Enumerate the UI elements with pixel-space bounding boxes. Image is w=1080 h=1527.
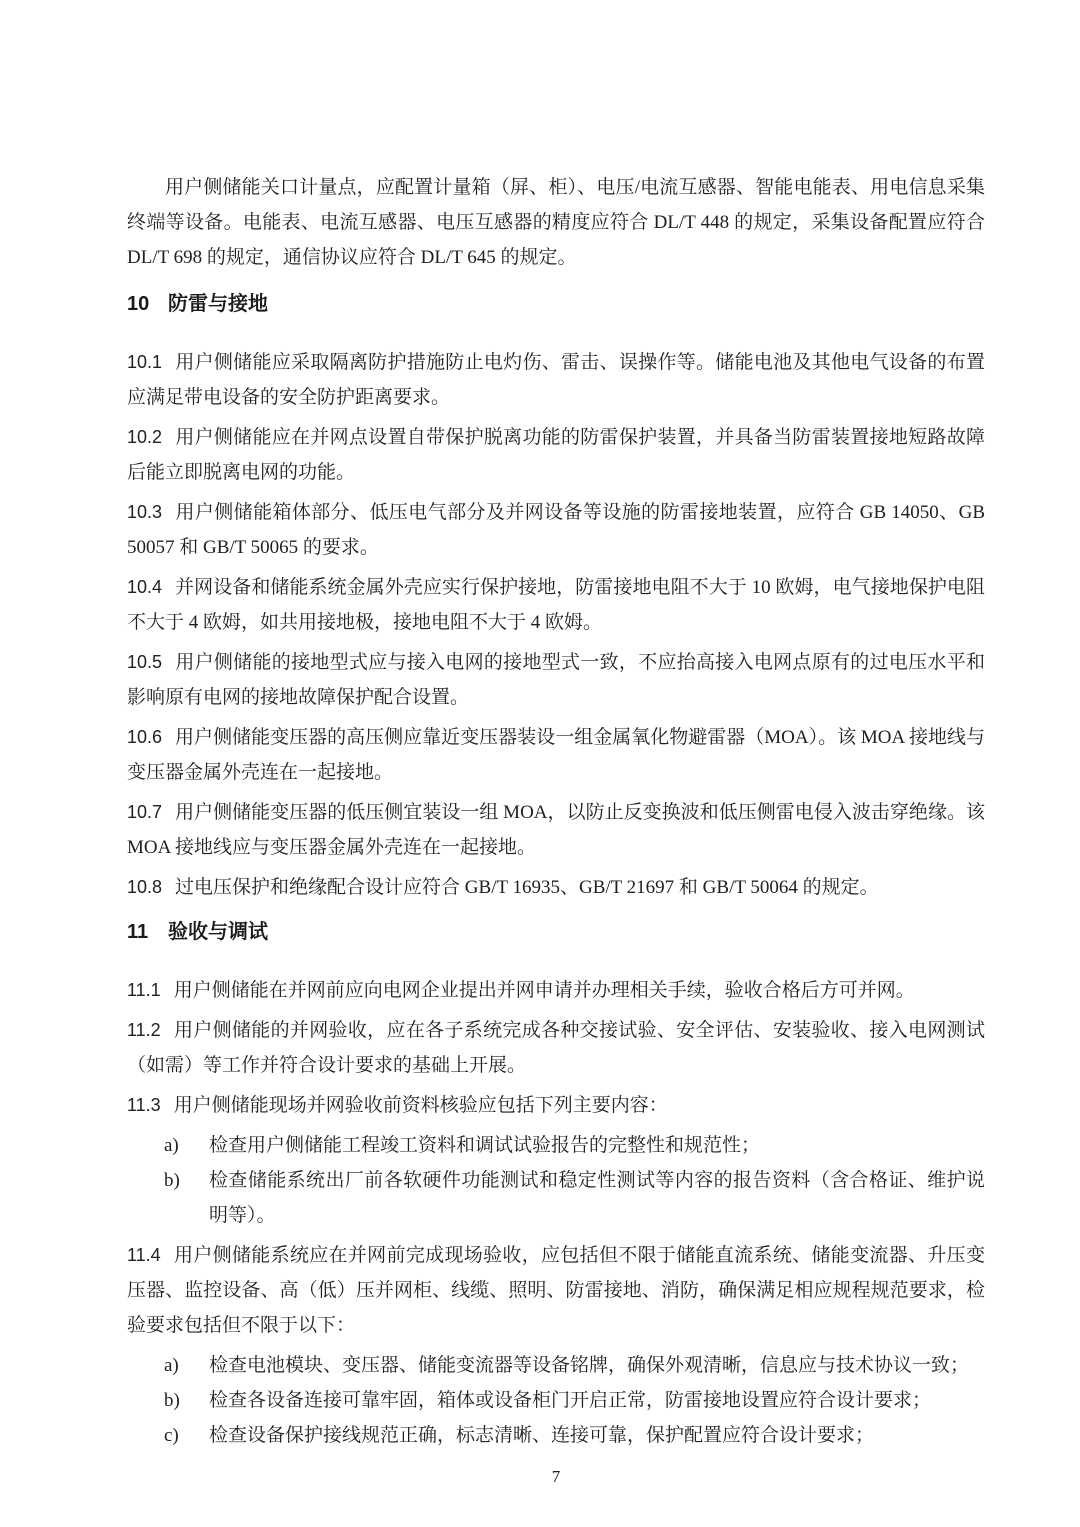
clause-text: 用户侧储能变压器的低压侧宜装设一组 MOA，以防止反变换波和低压侧雷电侵入波击穿绝缘。该 MOA 接地线应与变压器金属外壳连在一起接地。 [127,802,985,858]
clause-10-3 [127,495,985,565]
clause-10-1 [127,345,985,415]
clause-number: 11.1 [127,980,161,1000]
clause-11-1 [127,973,985,1008]
section-title: 验收与调试 [168,921,268,943]
clause-text: 用户侧储能应采取隔离防护措施防止电灼伤、雷击、误操作等。储能电池及其他电气设备的布置应满足带电设备的安全防护距离要求。 [127,352,985,408]
clause-number: 10.3 [127,502,163,522]
list-item-c [127,1418,985,1453]
clause-number: 10.1 [127,352,163,372]
list-item-a [127,1128,985,1163]
list-item-b [127,1383,985,1418]
section-heading-10 [127,291,985,317]
list-item-label: b) [164,1170,180,1191]
intro-paragraph: 用户侧储能关口计量点，应配置计量箱（屏、柜）、电压/电流互感器、智能电能表、用电信息采集终端等设备。电能表、电流互感器、电压互感器的精度应符合 DL/T 448 的规定，采集设备配置应符合 DL/T 698 的规定，通信协议应符合 DL/T 645 的规定。 [127,177,985,268]
list-item-text: 检查设备保护接线规范正确，标志清晰、连接可靠，保护配置应符合设计要求； [209,1425,875,1446]
clause-number: 11.2 [127,1020,161,1040]
list-item-label: a) [164,1355,179,1376]
page-number: 7 [551,1467,561,1486]
list-item-label: a) [164,1135,179,1156]
clause-10-5 [127,645,985,715]
clause-text: 用户侧储能在并网前应向电网企业提出并网申请并办理相关手续，验收合格后方可并网。 [173,980,915,1001]
list-item-b [127,1163,985,1233]
clause-number: 10.8 [127,877,163,897]
clause-11-3-list [127,1128,985,1233]
clause-number: 10.2 [127,427,163,447]
section-heading-11 [127,919,985,945]
clause-text: 并网设备和储能系统金属外壳应实行保护接地，防雷接地电阻不大于 10 欧姆，电气接地保护电阻不大于 4 欧姆，如共用接地极，接地电阻不大于 4 欧姆。 [127,577,985,633]
clause-11-2 [127,1013,985,1083]
clause-10-6 [127,720,985,790]
list-item-text: 检查储能系统出厂前各软硬件功能测试和稳定性测试等内容的报告资料（含合格证、维护说明等）。 [209,1170,985,1226]
list-item-label: c) [164,1425,179,1446]
clause-text: 用户侧储能现场并网验收前资料核验应包括下列主要内容： [173,1095,668,1116]
clause-number: 10.5 [127,652,163,672]
clause-text: 用户侧储能系统应在并网前完成现场验收，应包括但不限于储能直流系统、储能变流器、升压变压器、监控设备、高（低）压并网柜、线缆、照明、防雷接地、消防，确保满足相应规程规范要求，检验要求包括但不限于以下： [127,1245,985,1336]
clause-number: 11.3 [127,1095,161,1115]
section-number: 11 [127,921,149,943]
clause-10-4 [127,570,985,640]
section-title: 防雷与接地 [168,293,268,315]
clause-text: 过电压保护和绝缘配合设计应符合 GB/T 16935、GB/T 21697 和 GB/T 50064 的规定。 [175,877,879,898]
clause-10-8 [127,870,985,905]
clause-number: 10.4 [127,577,163,597]
section-number: 10 [127,293,150,315]
clause-text: 用户侧储能箱体部分、低压电气部分及并网设备等设施的防雷接地装置，应符合 GB 14050、GB 50057 和 GB/T 50065 的要求。 [127,502,985,558]
list-item-text: 检查电池模块、变压器、储能变流器等设备铭牌，确保外观清晰，信息应与技术协议一致； [209,1355,970,1376]
clause-11-3 [127,1088,985,1123]
list-item-a [127,1348,985,1383]
clause-11-4 [127,1238,985,1343]
clause-text: 用户侧储能的并网验收，应在各子系统完成各种交接试验、安全评估、安装验收、接入电网测试（如需）等工作并符合设计要求的基础上开展。 [127,1020,985,1076]
list-item-text: 检查各设备连接可靠牢固，箱体或设备柜门开启正常，防雷接地设置应符合设计要求； [209,1390,932,1411]
clause-10-7 [127,795,985,865]
clause-10-2 [127,420,985,490]
clause-11-4-list [127,1348,985,1453]
clause-text: 用户侧储能应在并网点设置自带保护脱离功能的防雷保护装置，并具备当防雷装置接地短路故障后能立即脱离电网的功能。 [127,427,985,483]
clause-text: 用户侧储能的接地型式应与接入电网的接地型式一致，不应抬高接入电网点原有的过电压水平和影响原有电网的接地故障保护配合设置。 [127,652,985,708]
list-item-text: 检查用户侧储能工程竣工资料和调试试验报告的完整性和规范性； [209,1135,761,1156]
clause-number: 10.7 [127,802,163,822]
list-item-label: b) [164,1390,180,1411]
clause-number: 10.6 [127,727,163,747]
clause-text: 用户侧储能变压器的高压侧应靠近变压器装设一组金属氧化物避雷器（MOA）。该 MOA 接地线与变压器金属外壳连在一起接地。 [127,727,985,783]
clause-number: 11.4 [127,1245,161,1265]
